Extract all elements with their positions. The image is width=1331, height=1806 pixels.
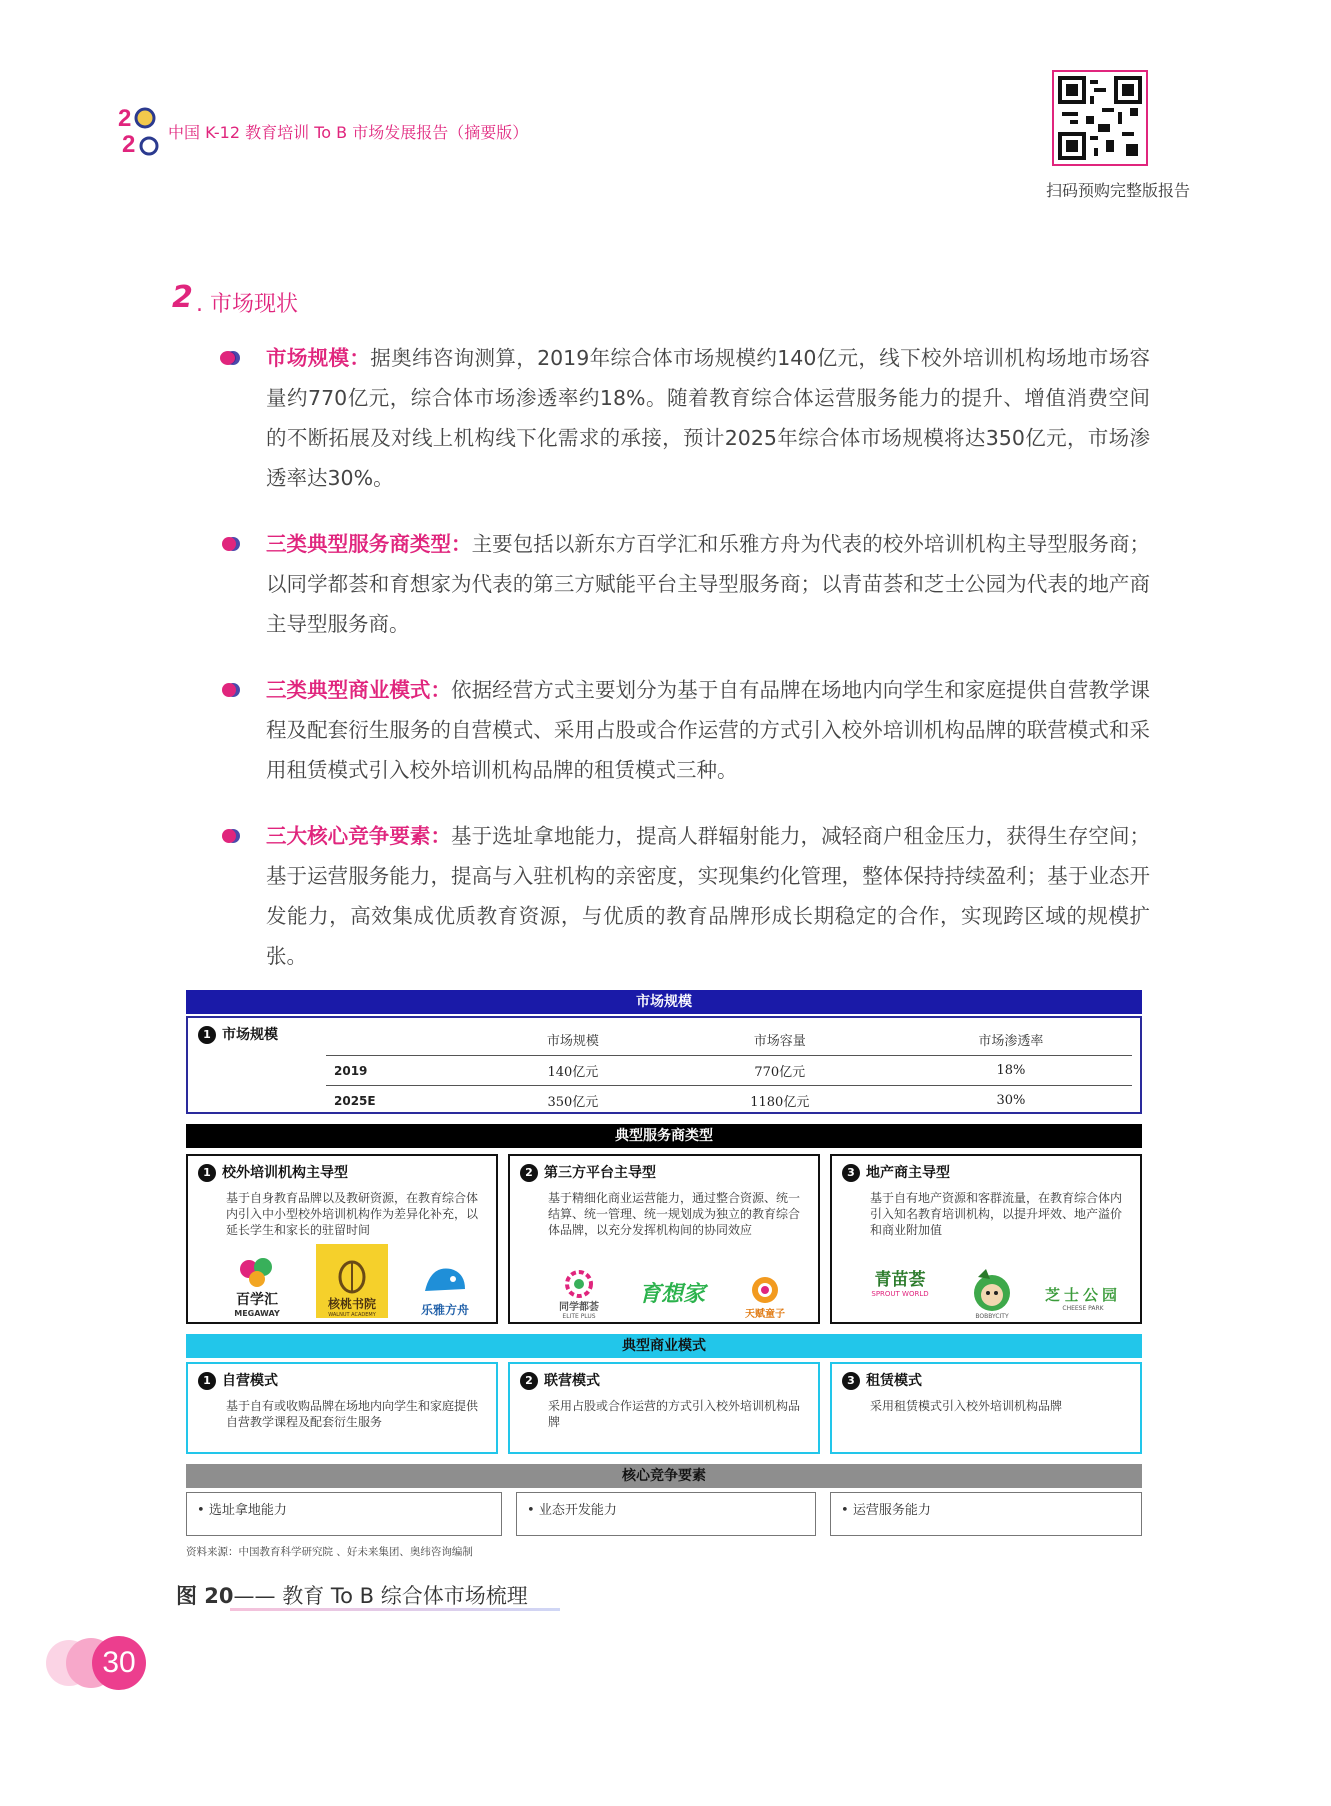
column-header: 市场规模: [546, 1034, 599, 1049]
card-description: 基于自有或收购品牌在场地内向学生和家庭提供自营教学课程及配套衍生服务: [226, 1399, 479, 1429]
figure-market-overview: [186, 990, 1142, 1559]
bullet-label: 市场规模：: [266, 346, 371, 370]
logo-subtitle: BOBBYCITY: [975, 1313, 1009, 1320]
logo-tianfu-tongzi: [732, 1260, 798, 1320]
logo-yuxiangjia: [622, 1268, 722, 1308]
row-label: 2025E: [326, 1086, 476, 1116]
logo-subtitle: CHEESE PARK: [1062, 1305, 1104, 1312]
caption-dash: ——: [233, 1584, 276, 1608]
bullet-body: 依据经营方式主要划分为基于自有品牌在场地内向学生和家庭提供自营教学课程及配套衍生服务的自营模式、采用占股或合作运营的方式引入校外培训机构品牌的联营模式和采用租赁模式引入校外培训机构品牌的租赁模式三种。: [266, 678, 1151, 782]
model-cards: [186, 1362, 1142, 1454]
logo-name: 同学都荟: [559, 1302, 599, 1313]
card-description: 采用租赁模式引入校外培训机构品牌: [870, 1399, 1063, 1413]
card-description: 采用占股或合作运营的方式引入校外培训机构品牌: [548, 1399, 801, 1429]
market-table: [326, 1024, 1132, 1115]
bullet-business-models: [220, 670, 1150, 790]
logo-subtitle: ELITE PLUS: [562, 1313, 596, 1320]
bullet-market-size: [220, 338, 1150, 498]
logo-cheese-park: [1046, 1246, 1120, 1312]
qr-code[interactable]: [1052, 70, 1148, 166]
bullet-label: 三大核心竞争要素：: [266, 824, 452, 848]
caption-underline: [230, 1608, 560, 1611]
logo-qingmiaohui: [862, 1250, 938, 1298]
logo-name: 天赋童子: [745, 1309, 785, 1320]
column-header: 市场容量: [753, 1034, 806, 1049]
table-cell: 1180亿元: [670, 1086, 890, 1116]
qr-caption: 扫码预购完整版报告: [1045, 181, 1190, 200]
card-title: 联营模式: [544, 1373, 600, 1389]
market-box-title: 市场规模: [222, 1027, 278, 1043]
factor-item: • 运营服务能力: [830, 1492, 1142, 1536]
card-description: 基于自有地产资源和客群流量，在教育综合体内引入知名教育培训机构，以提升坪效、地产溢价和商业附加值: [870, 1191, 1123, 1237]
card-title: 校外培训机构主导型: [222, 1165, 348, 1181]
logo-name: 青苗荟: [874, 1270, 926, 1290]
logo-digit: 2: [118, 105, 132, 132]
table-cell: 770亿元: [670, 1056, 890, 1086]
table-row: [326, 1086, 1132, 1116]
number-badge: 3: [842, 1164, 860, 1182]
logo-bobbycity: [954, 1246, 1030, 1320]
year-2020-logo: [118, 102, 162, 158]
factor-item: • 选址拿地能力: [186, 1492, 502, 1536]
factor-item: • 业态开发能力: [516, 1492, 816, 1536]
provider-card: [186, 1154, 498, 1324]
logo-subtitle: MEGAWAY: [234, 1309, 280, 1318]
logo-name: 芝士公园: [1045, 1286, 1122, 1304]
logo-baixuehui: [226, 1248, 288, 1318]
logo-name: 乐雅方舟: [420, 1303, 469, 1317]
card-title: 地产商主导型: [866, 1165, 950, 1181]
table-header-row: [326, 1024, 1132, 1056]
bullet-core-factors: [220, 816, 1150, 976]
factor-boxes: [186, 1492, 1142, 1536]
model-card: [830, 1362, 1142, 1454]
logo-hetao-shuyuan: [316, 1244, 388, 1318]
section-number: 2: [172, 280, 193, 315]
table-cell: 350亿元: [476, 1086, 670, 1116]
bullet-dot-icon: [220, 536, 240, 550]
logo-leya-fangzhou: [408, 1248, 482, 1318]
model-card: [508, 1362, 820, 1454]
model-card: [186, 1362, 498, 1454]
section-title: . 市场现状: [196, 292, 298, 317]
bullet-dot-icon: [220, 828, 240, 842]
card-description: 基于自身教育品牌以及教研资源，在教育综合体内引入中小型校外培训机构作为差异化补充，以延长学生和家长的驻留时间: [226, 1191, 479, 1237]
number-badge: 1: [198, 1372, 216, 1390]
logo-tongxue-douhui: [546, 1264, 612, 1320]
market-size-box: [186, 1016, 1142, 1114]
source-note: 资料来源：中国教育科学研究院 、好未来集团、奥纬咨询编制: [186, 1546, 473, 1558]
bullet-body: 据奥纬咨询测算，2019年综合体市场规模约140亿元，线下校外培训机构场地市场容量约770亿元，综合体市场渗透率约18%。随着教育综合体运营服务能力的提升、增值消费空间的不断拓展及对线上机构线下化需求的承接，预计2025年综合体市场规模将达350亿元，市场渗透率达30%。: [266, 346, 1150, 490]
figure-caption: [176, 1580, 528, 1610]
page-number: 30: [92, 1636, 146, 1690]
logo-name: 育想家: [638, 1282, 705, 1307]
caption-label: 图 20: [176, 1584, 234, 1608]
bullet-dot-icon: [220, 682, 240, 696]
row-label: 2019: [326, 1056, 476, 1086]
number-badge: 1: [198, 1164, 216, 1182]
provider-types-bar: 典型服务商类型: [186, 1124, 1142, 1148]
card-title: 第三方平台主导型: [544, 1165, 656, 1181]
card-title: 自营模式: [222, 1373, 278, 1389]
logo-name: 百学汇: [236, 1292, 278, 1308]
number-badge: 2: [520, 1164, 538, 1182]
table-cell: 18%: [890, 1056, 1132, 1086]
bullet-label: 三类典型商业模式：: [266, 678, 452, 702]
provider-cards: [186, 1154, 1142, 1324]
table-cell: 30%: [890, 1086, 1132, 1116]
bullet-label: 三类典型服务商类型：: [266, 532, 472, 556]
provider-card: [830, 1154, 1142, 1324]
caption-text: 教育 To B 综合体市场梳理: [275, 1584, 528, 1608]
core-factors-bar: 核心竞争要素: [186, 1464, 1142, 1488]
number-badge: 2: [520, 1372, 538, 1390]
provider-card: [508, 1154, 820, 1324]
report-title: 中国 K-12 教育培训 To B 市场发展报告（摘要版）: [168, 123, 529, 142]
bullet-body: 主要包括以新东方百学汇和乐雅方舟为代表的校外培训机构主导型服务商；以同学都荟和育想家为代表的第三方赋能平台主导型服务商；以青苗荟和芝士公园为代表的地产商主导型服务商。: [266, 532, 1151, 636]
table-cell: 140亿元: [476, 1056, 670, 1086]
logo-name: 核桃书院: [327, 1297, 376, 1311]
card-title: 租赁模式: [866, 1373, 922, 1389]
market-size-bar: 市场规模: [186, 990, 1142, 1014]
bullet-provider-types: [220, 524, 1150, 644]
table-row: [326, 1056, 1132, 1086]
bullet-body: 基于选址拿地能力，提高人群辐射能力，减轻商户租金压力，获得生存空间；基于运营服务能力，提高与入驻机构的亲密度，实现集约化管理，整体保持持续盈利；基于业态开发能力，高效集成优质教育资源，与优质的教育品牌形成长期稳定的合作，实现跨区域的规模扩张。: [266, 824, 1151, 968]
card-description: 基于精细化商业运营能力，通过整合资源、统一结算、统一管理、统一规划成为独立的教育综合体品牌，以充分发挥机构间的协同效应: [548, 1191, 801, 1237]
bullet-dot-icon: [220, 350, 240, 364]
business-models-bar: 典型商业模式: [186, 1334, 1142, 1358]
logo-subtitle: SPROUT WORLD: [871, 1290, 929, 1298]
column-header: 市场渗透率: [978, 1034, 1044, 1049]
logo-subtitle: WALNUT ACADEMY: [328, 1312, 376, 1318]
number-badge: 3: [842, 1372, 860, 1390]
logo-digit: 2: [122, 131, 136, 158]
number-badge: 1: [198, 1026, 216, 1044]
